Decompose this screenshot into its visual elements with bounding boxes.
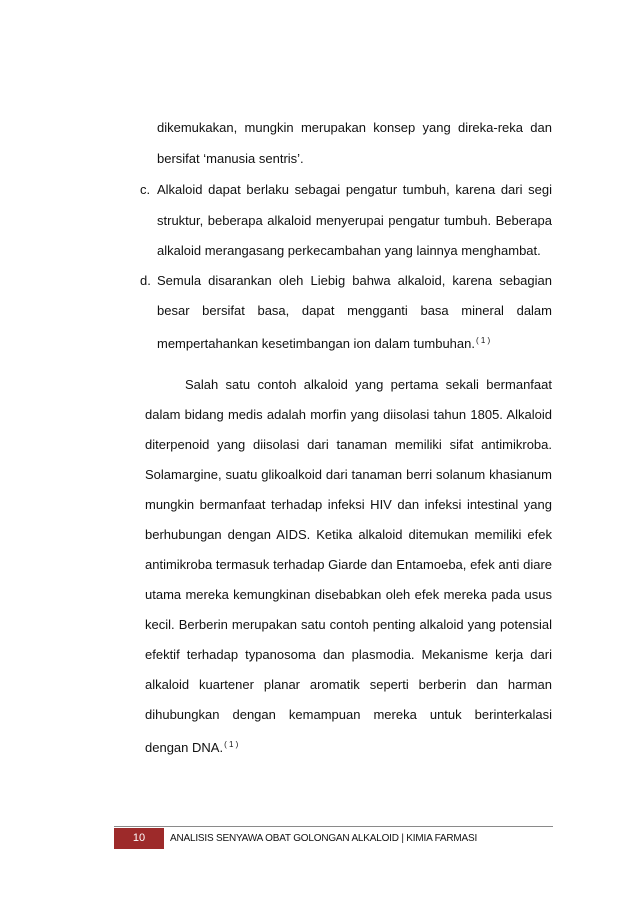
citation-marker: ( 1 )	[224, 740, 239, 749]
list-item-line: Alkaloid dapat berlaku sebagai pengatur tumbuh, karena dari segi	[157, 182, 552, 197]
list-marker: d.	[140, 273, 151, 288]
page-number: 10	[132, 832, 146, 844]
paragraph-line: efektif terhadap typanosoma dan plasmodia. Mekanisme kerja dari	[145, 647, 552, 662]
paragraph-line-with-citation	[145, 737, 238, 756]
list-item-line: struktur, beberapa alkaloid menyerupai pengatur tumbuh. Beberapa	[157, 213, 552, 228]
citation-marker: ( 1 )	[475, 336, 491, 345]
list-marker: c.	[140, 182, 151, 197]
paragraph-line: Salah satu contoh alkaloid yang pertama sekali bermanfaat	[185, 377, 552, 392]
list-item-line: Semula disarankan oleh Liebig bahwa alkaloid, karena sebagian	[157, 273, 552, 288]
footer-title: ANALISIS SENYAWA OBAT GOLONGAN ALKALOID | KIMIA FARMASI	[170, 833, 478, 844]
paragraph-line: antimikroba termasuk terhadap Giarde dan Entamoeba, efek anti diare	[145, 557, 552, 572]
continuation-line: bersifat ‘manusia sentris’.	[157, 151, 304, 166]
page-number-box	[114, 828, 164, 849]
list-item-line: alkaloid merangasang perkecambahan yang lainnya menghambat.	[157, 243, 541, 258]
paragraph-line: berhubungan dengan AIDS. Ketika alkaloid ditemukan memiliki efek	[145, 527, 552, 542]
page-footer	[114, 826, 553, 850]
continuation-line: dikemukakan, mungkin merupakan konsep yang direka-reka dan	[157, 120, 552, 135]
footer-rule	[114, 826, 553, 827]
paragraph-line: dalam bidang medis adalah morfin yang diisolasi tahun 1805. Alkaloid	[145, 407, 552, 422]
paragraph-line: dengan DNA.	[145, 740, 224, 755]
paragraph-line: alkaloid kuartener planar aromatik seperti berberin dan harman	[145, 677, 552, 692]
paragraph-line: dihubungkan dengan kemampuan mereka untuk berinterkalasi	[145, 707, 552, 722]
list-item-line: mempertahankan kesetimbangan ion dalam tumbuhan.	[157, 336, 475, 351]
paragraph-line: utama mereka kemungkinan disebabkan oleh efek mereka pada usus	[145, 587, 552, 602]
list-item-line: besar bersifat basa, dapat mengganti basa mineral dalam	[157, 303, 552, 318]
paragraph-line: diterpenoid yang diisolasi dari tanaman memiliki sifat antimikroba.	[145, 437, 552, 452]
paragraph-line: mungkin bermanfaat terhadap infeksi HIV dan infeksi intestinal yang	[145, 497, 552, 512]
list-item-line-with-citation	[157, 333, 490, 352]
paragraph-line: kecil. Berberin merupakan satu contoh penting alkaloid yang potensial	[145, 617, 552, 632]
paragraph-line: Solamargine, suatu glikoalkoid dari tanaman berri solanum khasianum	[145, 467, 552, 482]
